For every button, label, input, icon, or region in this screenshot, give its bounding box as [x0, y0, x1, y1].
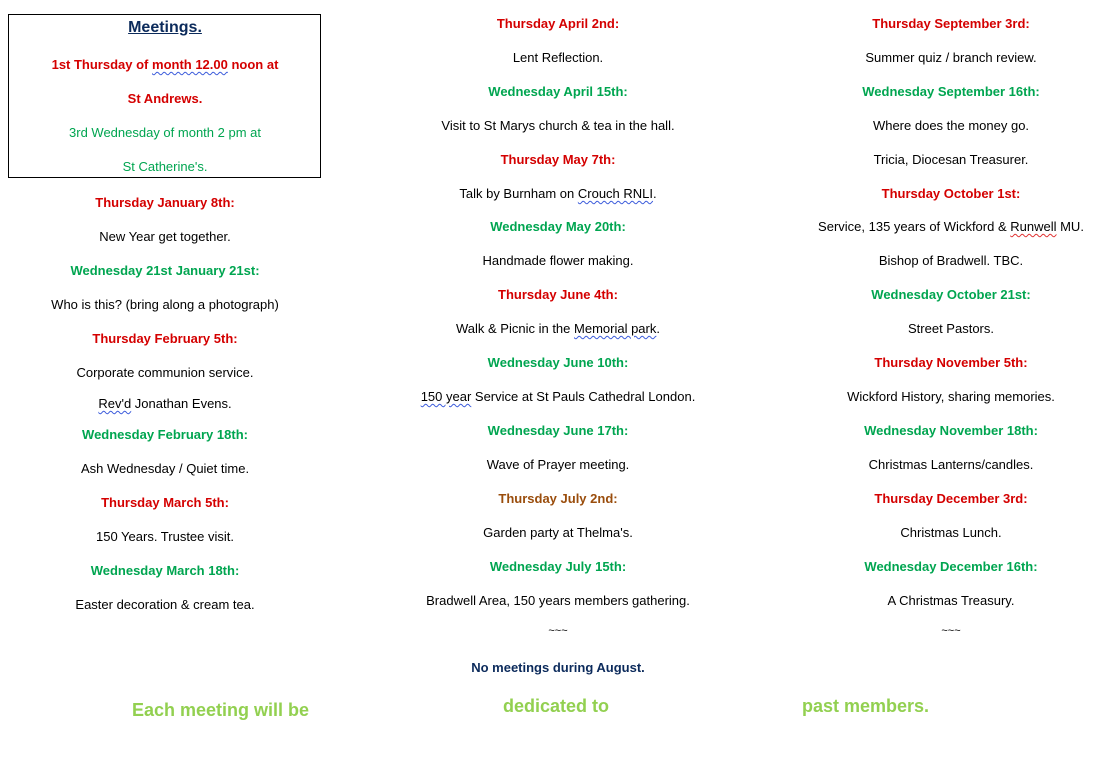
event-description: Walk & Picnic in the Memorial park. — [456, 321, 660, 336]
event-description: Ash Wednesday / Quiet time. — [80, 461, 250, 476]
event-description: 150 Years. Trustee visit. — [95, 529, 235, 544]
footer-dedication-part1: Each meeting will be — [132, 700, 310, 720]
footer-dedication-part2: dedicated to — [503, 696, 610, 716]
event-description: Where does the money go. — [872, 118, 1030, 133]
meetings-thursday-venue: St Andrews. — [127, 91, 203, 106]
event-description: Handmade flower making. — [482, 253, 634, 268]
tilde-separator: ~~~ — [941, 625, 961, 637]
event-description: Who is this? (bring along a photograph) — [51, 297, 279, 312]
event-description: Wave of Prayer meeting. — [486, 457, 630, 472]
event-description: 150 year Service at St Pauls Cathedral London. — [420, 389, 696, 404]
meetings-wednesday-venue: St Catherine's. — [122, 159, 208, 174]
event-description: Bradwell Area, 150 years members gathering. — [426, 593, 690, 608]
event-date: Wednesday March 18th: — [90, 563, 240, 578]
meetings-title: Meetings. — [128, 19, 202, 36]
event-date: Thursday December 3rd: — [874, 491, 1028, 506]
event-date: Wednesday October 21st: — [871, 287, 1031, 302]
event-date: Thursday January 8th: — [95, 195, 235, 210]
event-description: A Christmas Treasury. — [887, 593, 1015, 608]
event-description: Street Pastors. — [908, 321, 994, 336]
event-date: Thursday February 5th: — [92, 331, 238, 346]
event-date: Wednesday July 15th: — [489, 559, 627, 574]
event-description: Christmas Lanterns/candles. — [868, 457, 1034, 472]
meetings-wednesday-line: 3rd Wednesday of month 2 pm at — [69, 125, 261, 140]
event-description: Garden party at Thelma's. — [483, 525, 633, 540]
event-description: Christmas Lunch. — [900, 525, 1002, 540]
event-date: Thursday July 2nd: — [498, 491, 618, 506]
event-date: Wednesday June 10th: — [487, 355, 629, 370]
event-description-speaker: Bishop of Bradwell. TBC. — [878, 253, 1024, 268]
event-date: Thursday May 7th: — [500, 152, 616, 167]
event-description: Lent Reflection. — [512, 50, 604, 65]
event-date: Wednesday June 17th: — [487, 423, 629, 438]
event-description: Summer quiz / branch review. — [865, 50, 1037, 65]
event-description: Talk by Burnham on Crouch RNLI. — [459, 186, 657, 201]
event-date: Thursday October 1st: — [881, 186, 1021, 201]
event-description: Corporate communion service. — [76, 365, 254, 380]
event-description: Easter decoration & cream tea. — [75, 597, 255, 612]
event-description-speaker: Tricia, Diocesan Treasurer. — [873, 152, 1029, 167]
event-description: New Year get together. — [99, 229, 231, 244]
no-meetings-note: No meetings during August. — [471, 660, 645, 675]
event-date: Wednesday February 18th: — [82, 427, 248, 442]
event-description: Service, 135 years of Wickford & Runwell MU. — [818, 219, 1084, 234]
event-description-speaker: Rev'd Jonathan Evens. — [98, 396, 232, 411]
tilde-separator: ~~~ — [548, 625, 568, 637]
event-date: Thursday March 5th: — [101, 495, 229, 510]
meetings-thursday-line: 1st Thursday of month 12.00 noon at — [51, 57, 279, 72]
event-date: Wednesday September 16th: — [862, 84, 1040, 99]
event-description: Visit to St Marys church & tea in the hall. — [441, 118, 675, 133]
event-date: Wednesday 21st January 21st: — [70, 263, 260, 278]
event-description: Wickford History, sharing memories. — [847, 389, 1055, 404]
footer-dedication-part3: past members. — [802, 696, 930, 716]
event-date: Wednesday May 20th: — [490, 219, 626, 234]
event-date: Thursday September 3rd: — [872, 16, 1030, 31]
event-date: Wednesday April 15th: — [488, 84, 628, 99]
event-date: Thursday April 2nd: — [496, 16, 620, 31]
event-date: Wednesday November 18th: — [864, 423, 1038, 438]
event-date: Thursday June 4th: — [498, 287, 618, 302]
event-date: Wednesday December 16th: — [864, 559, 1038, 574]
event-date: Thursday November 5th: — [874, 355, 1028, 370]
